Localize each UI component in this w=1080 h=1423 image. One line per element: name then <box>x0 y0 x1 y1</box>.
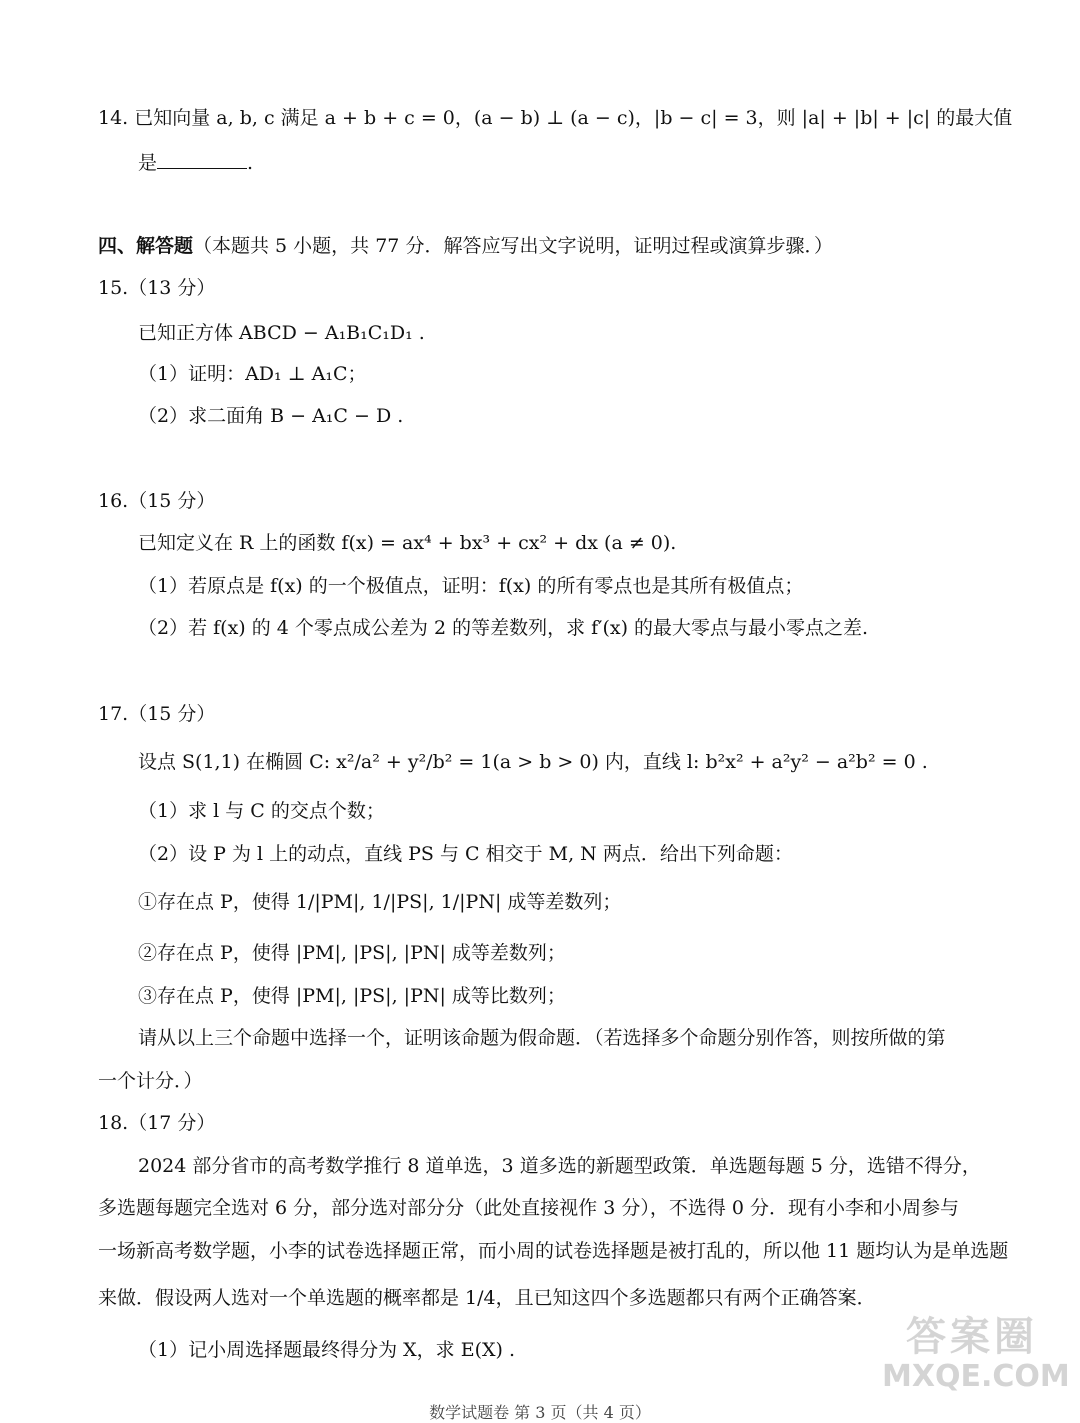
q14-line-2 <box>138 150 253 175</box>
q18-para-line-4: 来做．假设两人选对一个单选题的概率都是 1/4，且已知这四个多选题都只有两个正确答案． <box>98 1287 876 1309</box>
q16-part-2: （2）若 f(x) 的 4 个零点成公差为 2 的等差数列，求 f′(x) 的最大零点与最小零点之差. <box>138 617 869 639</box>
q18-header: 18.（17 分） <box>98 1112 216 1134</box>
watermark-top: 答案圈 <box>906 1314 1038 1360</box>
q18-para-line-1: 2024 部分省市的高考数学推行 8 道单选，3 道多选的新题型政策．单选题每题 5 分，选错不得分， <box>138 1155 981 1177</box>
q14-line-1: 14. 已知向量 a, b, c 满足 a + b + c = 0，(a − b) ⊥ (a − c)，|b − c| = 3，则 |a| + |b| + |c| 的最大值 <box>98 107 1013 129</box>
watermark-bottom: MXQE.COM <box>882 1359 1070 1394</box>
q15-header: 15.（13 分） <box>98 277 216 299</box>
q15-part-1: （1）证明：AD₁ ⊥ A₁C； <box>138 363 367 385</box>
q17-part-1: （1）求 l 与 C 的交点个数； <box>138 800 385 822</box>
q18-part-1: （1）记小周选择题最终得分为 X，求 E(X) . <box>138 1339 515 1361</box>
q14-suffix: . <box>247 152 254 174</box>
section-note: （本题共 5 小题，共 77 分．解答应写出文字说明，证明过程或演算步骤．） <box>193 235 833 257</box>
section-title: 四、解答题 <box>98 235 194 257</box>
q18-para-line-2: 多选题每题完全选对 6 分，部分选对部分分（此处直接视作 3 分），不选得 0 分．现有小李和小周参与 <box>98 1197 960 1219</box>
q16-stem: 已知定义在 R 上的函数 f(x) = ax⁴ + bx³ + cx² + dx (a ≠ 0). <box>138 532 677 554</box>
q16-part-1: （1）若原点是 f(x) 的一个极值点，证明：f(x) 的所有零点也是其所有极值点； <box>138 575 804 597</box>
q18-para-line-3: 一场新高考数学题，小李的试卷选择题正常，而小周的试卷选择题是被打乱的，所以他 11 题均认为是单选题 <box>98 1240 1009 1262</box>
q17-claim-2: ②存在点 P，使得 |PM|, |PS|, |PN| 成等差数列； <box>138 942 566 964</box>
section-heading <box>98 234 833 258</box>
page-footer: 数学试题卷 第 3 页（共 4 页） <box>429 1403 651 1422</box>
q15-part-2: （2）求二面角 B − A₁C − D . <box>138 405 404 427</box>
q17-stem: 设点 S(1,1) 在椭圆 C: x²/a² + y²/b² = 1(a > b > 0) 内，直线 l: b²x² + a²y² − a²b² = 0 . <box>138 751 928 773</box>
q16-header: 16.（15 分） <box>98 490 216 512</box>
q17-note-line-1: 请从以上三个命题中选择一个，证明该命题为假命题．（若选择多个命题分别作答，则按所做的第 <box>138 1027 946 1049</box>
answer-blank <box>157 150 247 169</box>
q15-stem: 已知正方体 ABCD − A₁B₁C₁D₁ . <box>138 322 425 344</box>
q17-claim-3: ③存在点 P，使得 |PM|, |PS|, |PN| 成等比数列； <box>138 985 566 1007</box>
q14-prefix: 是 <box>138 152 158 174</box>
q17-note-line-2: 一个计分．） <box>98 1070 203 1092</box>
watermark-logo <box>882 1314 1070 1405</box>
q17-claim-1: ①存在点 P，使得 1/|PM|, 1/|PS|, 1/|PN| 成等差数列； <box>138 891 622 913</box>
q17-part-2: （2）设 P 为 l 上的动点，直线 PS 与 C 相交于 M, N 两点．给出下列命题： <box>138 843 793 865</box>
q17-header: 17.（15 分） <box>98 703 216 725</box>
